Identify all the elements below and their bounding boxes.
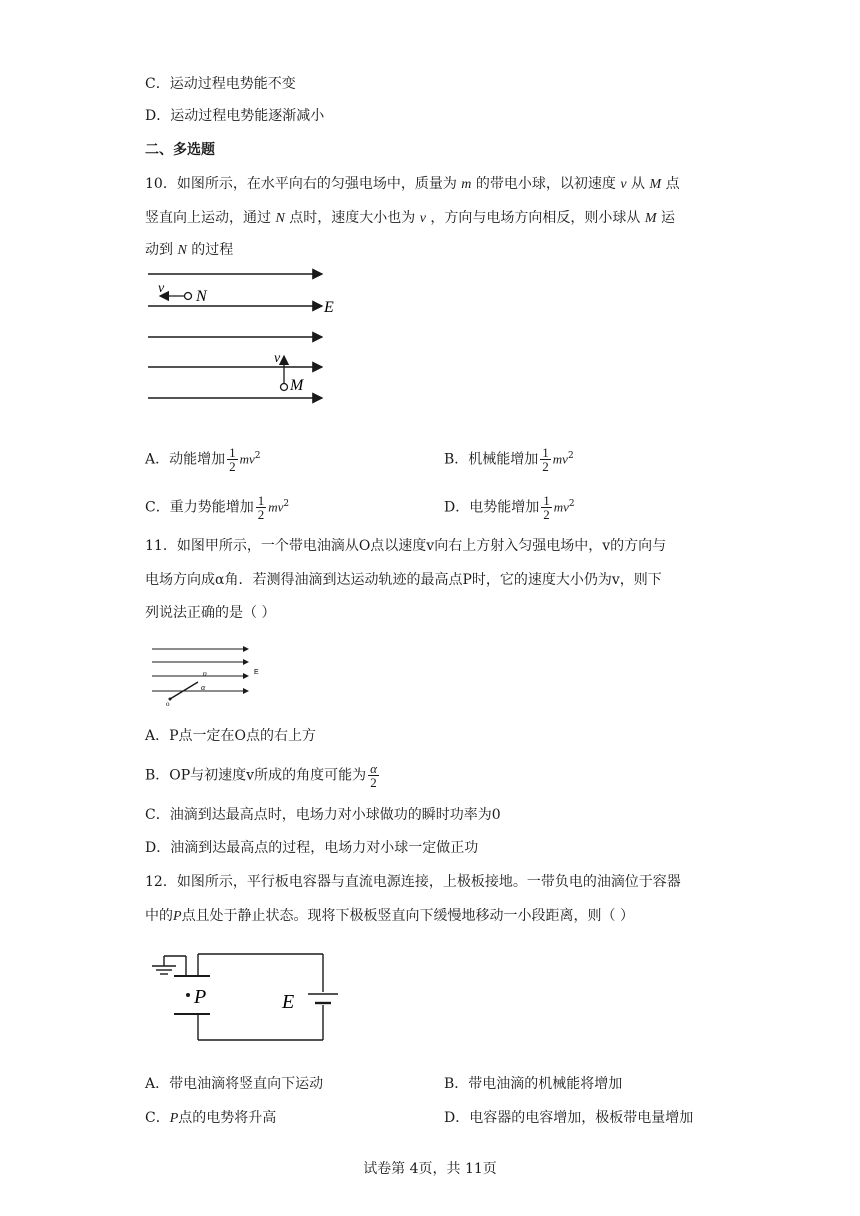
q12-option-c-label: 点的电势将升高 — [178, 1110, 277, 1126]
q11-fig-E-label: E — [254, 669, 259, 676]
q10-var-N: N — [275, 211, 285, 226]
q11-option-a: A．P点一定在O点的右上方 — [145, 728, 317, 744]
q10-var-v: v — [419, 211, 426, 226]
q12-line-2 — [145, 906, 634, 927]
q10-text: 点 — [665, 176, 680, 192]
q10-fig-M-label: M — [290, 377, 304, 394]
q10-var-M: M — [644, 211, 657, 226]
q9-option-d: D．运动过程电势能逐渐减小 — [145, 108, 325, 124]
fraction: $\frac{\alpha}{2}$ — [370, 761, 377, 790]
q11-fig-v-label: υ — [203, 669, 207, 678]
section-heading: 二、多选题 — [145, 142, 215, 158]
q10-text: 从 — [630, 176, 645, 192]
q12-option-a: A．带电油滴将竖直向下运动 — [145, 1076, 324, 1092]
q10-option-b: B．机械能增加 $\frac{1}{2}$ $mv^2$ — [444, 445, 574, 475]
fraction: $\frac{1}{2}$ — [543, 493, 550, 523]
q11-option-b — [145, 762, 381, 789]
q10-text: 点时，速度大小也为 — [289, 210, 416, 226]
q10-option-a: A．动能增加 $\frac{1}{2}$ $mv^2$ — [145, 445, 261, 475]
q11-line-3: 列说法正确的是（ ） — [145, 605, 276, 621]
q10-fig-E-label: E — [324, 299, 334, 316]
q9-option-c: C．运动过程电势能不变 — [145, 76, 296, 92]
q12-text: 点且处于静止状态。现将下极板竖直向下缓慢地移动一小段距离，则（ ） — [181, 908, 635, 924]
q12-line-1: 12．如图所示，平行板电容器与直流电源连接，上极板接地。一带负电的油滴位于容器 — [145, 874, 681, 890]
q10-option-b-label: B．机械能增加 — [444, 451, 539, 468]
fraction: $\frac{1}{2}$ — [229, 445, 236, 475]
q11-option-d: D．油滴到达最高点的过程，电场力对小球一定做正功 — [145, 840, 479, 856]
q10-text: 10．如图所示，在水平向右的匀强电场中，质量为 — [145, 176, 457, 192]
q10-option-d: D．电势能增加 $\frac{1}{2}$ $mv^2$ — [444, 493, 575, 523]
q10-text: 的带电小球，以初速度 — [475, 176, 616, 192]
q10-fig-N-label: N — [196, 288, 207, 305]
q10-line-1 — [145, 174, 680, 195]
q10-text: 的过程 — [191, 242, 234, 258]
q11-option-c: C．油滴到达最高点时，电场力对小球做功的瞬时功率为0 — [145, 807, 501, 823]
q11-fig-alpha-label: α — [201, 683, 206, 692]
q10-option-c-label: C．重力势能增加 — [145, 499, 254, 516]
q12-var-P: P — [173, 909, 182, 924]
q12-option-d: D．电容器的电容增加，极板带电量增加 — [444, 1110, 694, 1126]
q11-line-1: 11．如图甲所示，一个带电油滴从O点以速度v向右上方射入匀强电场中，v的方向与 — [145, 538, 667, 554]
q10-option-d-label: D．电势能增加 — [444, 499, 540, 516]
q10-var-M: M — [649, 177, 662, 192]
q10-line-3 — [145, 240, 233, 261]
q12-fig-E-label: E — [282, 991, 295, 1013]
q10-text: 动到 — [145, 242, 173, 258]
q10-option-a-label: A．动能增加 — [145, 451, 226, 468]
q10-var-v: v — [620, 177, 627, 192]
q10-text: 竖直向上运动，通过 — [145, 210, 271, 226]
q10-var-N: N — [177, 243, 187, 258]
fraction: $\frac{1}{2}$ — [257, 493, 265, 523]
q12-option-c-prefix: C． — [145, 1110, 170, 1126]
q10-text: 运 — [660, 210, 675, 226]
q11-field-diagram — [148, 640, 268, 710]
q12-option-b: B．带电油滴的机械能将增加 — [444, 1076, 623, 1092]
q12-circuit-diagram — [148, 948, 348, 1048]
q10-field-diagram — [140, 262, 350, 410]
q12-option-c — [145, 1108, 276, 1129]
q11-line-2: 电场方向成α角．若测得油滴到达运动轨迹的最高点P时，它的速度大小仍为v，则下 — [145, 572, 662, 588]
q12-text: 中的 — [145, 908, 173, 924]
page-footer: 试卷第 4页，共 11页 — [363, 1161, 497, 1177]
q10-text: ，方向与电场方向相反，则小球从 — [430, 210, 641, 226]
q12-var-P: P — [169, 1111, 179, 1126]
q10-fig-v2-label: v — [274, 351, 281, 366]
q11-option-b-label: B．OP与初速度v所成的角度可能为 — [145, 767, 367, 784]
q10-line-2 — [145, 208, 675, 229]
q10-var-m: m — [461, 177, 472, 192]
q10-option-c: C．重力势能增加 $\frac{1}{2}$ $mv^2$ — [145, 493, 290, 523]
q12-fig-P-label: P — [194, 986, 207, 1008]
q10-fig-v-label: v — [158, 281, 165, 296]
q11-fig-o-label: o — [166, 700, 170, 708]
fraction: $\frac{1}{2}$ — [542, 445, 549, 475]
